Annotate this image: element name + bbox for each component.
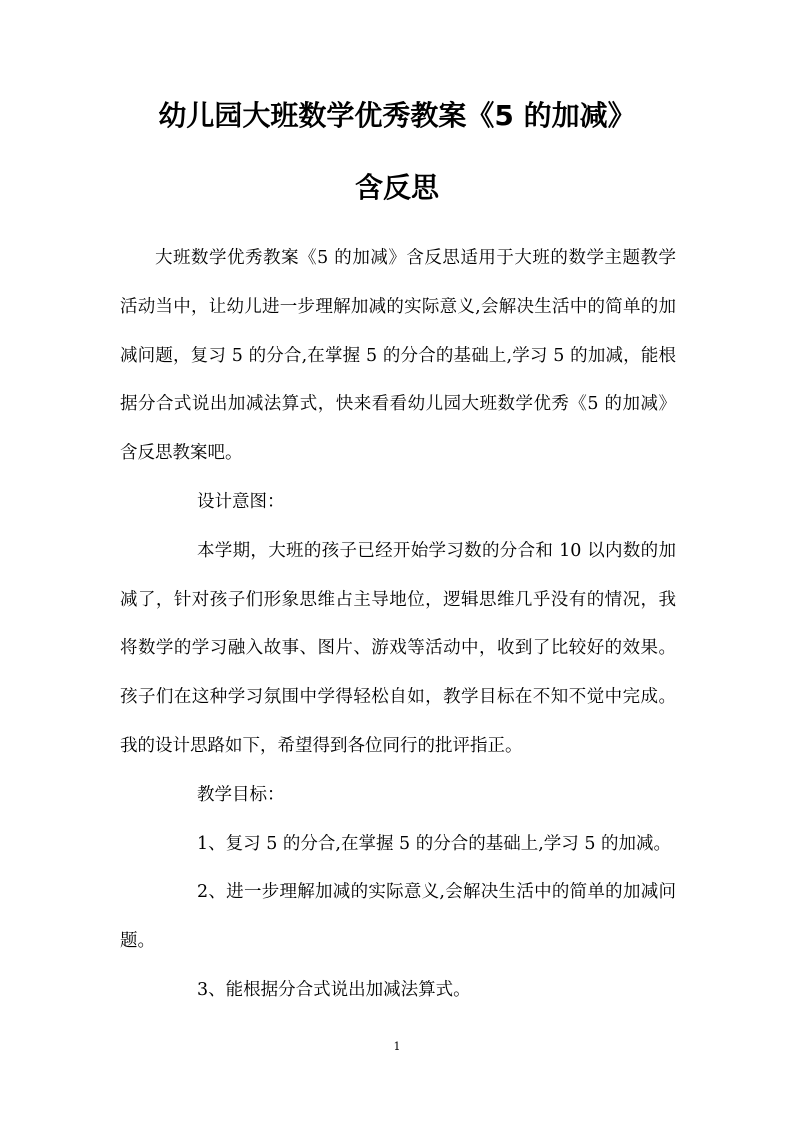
teaching-goals-heading: 教学目标： — [197, 784, 285, 805]
design-intent-paragraph: 本学期，大班的孩子已经开始学习数的分合和 10 以内数的加减了，针对孩子们形象思维占主导地位，逻辑思维几乎没有的情况，我将数学的学习融入故事、图片、游戏等活动中，收到了比较好的效果。孩子们在这种学习氛围中学得轻松自如，教学目标在不知不觉中完成。我的设计思路如下，希望得到各位同行的批评指正。 — [120, 540, 676, 756]
teaching-goal-2: 2、进一步理解加减的实际意义,会解决生活中的简单的加减问题。 — [120, 882, 676, 952]
page-number: 1 — [393, 1040, 401, 1053]
document-body — [120, 234, 676, 1015]
teaching-goal-1: 1、复习 5 的分合,在掌握 5 的分合的基础上,学习 5 的加减。 — [197, 833, 672, 854]
intro-paragraph: 大班数学优秀教案《5 的加减》含反思适用于大班的数学主题教学活动当中，让幼儿进一步理解加减的实际意义,会解决生活中的简单的加减问题，复习 5 的分合,在掌握 5 的分合的基础上,学习 5 的加减，能根据分合式说出加减法算式，快来看看幼儿园大班数学优秀《5 的加减》含反思教案吧。 — [120, 248, 676, 464]
design-intent-heading: 设计意图： — [197, 491, 285, 512]
document-title-line-2: 含反思 — [354, 171, 439, 204]
teaching-goal-3: 3、能根据分合式说出加减法算式。 — [197, 979, 471, 1000]
document-title-line-1: 幼儿园大班数学优秀教案《5 的加减》 — [158, 99, 636, 132]
